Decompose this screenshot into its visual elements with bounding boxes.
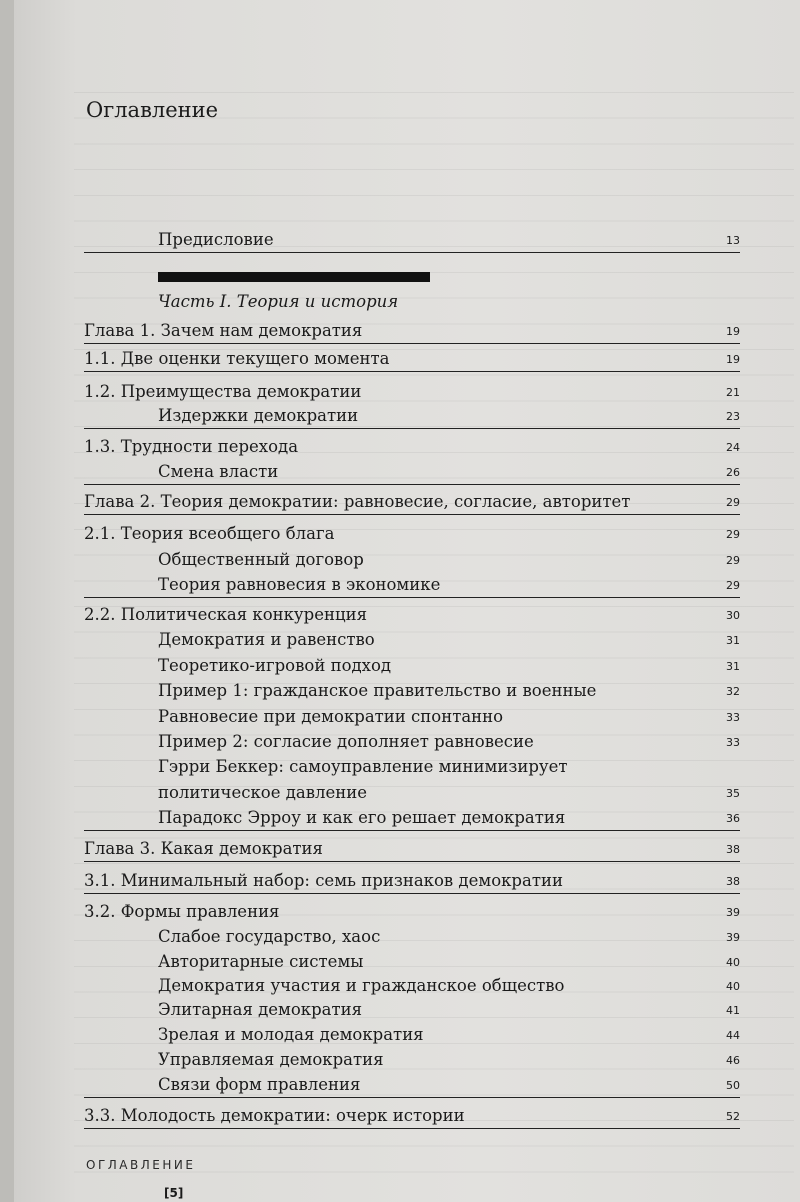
toc-entry-label: 2.2. Политическая конкуренция [84,605,367,624]
toc-subsection [84,923,740,949]
toc-subsection [84,703,740,729]
toc-entry-label: Глава 3. Какая демократия [84,839,323,858]
toc-subsection [84,1046,740,1072]
toc-page-number: 19 [726,353,740,366]
toc-entry-label: Демократия и равенство [158,630,375,649]
toc-entry-label: Глава 2. Теория демократии: равновесие, согласие, авторитет [84,492,631,511]
toc-entry-label: 2.1. Теория всеобщего блага [84,524,335,543]
toc-subsection [84,652,740,678]
toc-entry-label: Элитарная демократия [158,1000,363,1019]
toc-section [84,345,740,372]
part-divider-bar [158,272,430,282]
toc-page-number: 21 [726,386,740,399]
running-head: ОГЛАВЛЕНИЕ [86,1158,196,1172]
toc-page-number: 32 [726,685,740,698]
toc-subsection [84,571,740,598]
toc-page-number: 40 [726,956,740,969]
toc-section [84,520,740,546]
toc-entry-label: Глава 1. Зачем нам демократия [84,321,363,340]
page-title: Оглавление [86,98,219,122]
toc-subsection [84,728,740,754]
toc-entry-label: Зрелая и молодая демократия [158,1025,424,1044]
toc-subsection [84,626,740,652]
toc-page-number: 41 [726,1004,740,1017]
toc-page-number: 31 [726,660,740,673]
toc-entry-label: Смена власти [158,462,279,481]
toc-section [84,378,740,404]
toc-subsection [84,677,740,703]
toc-entry-label: Теоретико-игровой подход [158,656,392,675]
toc-entry-label: политическое давление [158,783,367,802]
toc-subsection [84,753,740,779]
toc-page-number: 33 [726,711,740,724]
toc-entry-label: 3.3. Молодость демократии: очерк истории [84,1106,465,1125]
toc-page-number: 29 [726,579,740,592]
toc-subsection [84,804,740,831]
toc-page-number: 29 [726,496,740,509]
toc-page-number: 39 [726,906,740,919]
toc-page-number: 33 [726,736,740,749]
toc-subsection [84,996,740,1022]
toc-page-number: 30 [726,609,740,622]
toc-entry-label: 3.2. Формы правления [84,902,280,921]
toc-page-number: 29 [726,528,740,541]
toc-page-number: 31 [726,634,740,647]
toc-entry-label: Управляемая демократия [158,1050,384,1069]
toc-entry-label: Демократия участия и гражданское общество [158,976,565,995]
toc-entry-label: 1.3. Трудности перехода [84,437,299,456]
toc-page-number: 44 [726,1029,740,1042]
toc-page-number: 13 [726,234,740,247]
toc-page-number: 50 [726,1079,740,1092]
toc-page-number: 36 [726,812,740,825]
toc-entry-label: Гэрри Беккер: самоуправление минимизирует [158,757,568,776]
toc-section [84,601,740,627]
book-page [14,0,800,1202]
toc-page-number: 52 [726,1110,740,1123]
toc-page-number: 38 [726,843,740,856]
toc-entry-label: Равновесие при демократии спонтанно [158,707,504,726]
toc-entry-label: 1.1. Две оценки текущего момента [84,349,390,368]
toc-entry-label: Авторитарные системы [158,952,364,971]
toc-section [84,898,740,924]
toc-page-number: 26 [726,466,740,479]
toc-page-number: 46 [726,1054,740,1067]
toc-subsection [84,1071,740,1098]
toc-subsection [84,948,740,974]
toc-section [84,1102,740,1129]
toc-page-number: 23 [726,410,740,423]
toc-subsection [84,402,740,429]
toc-section [84,867,740,894]
toc-chapter [84,488,740,515]
toc-subsection [84,458,740,485]
toc-entry-label: Пример 2: согласие дополняет равновесие [158,732,534,751]
toc-page-number: 38 [726,875,740,888]
toc-page-number: 29 [726,554,740,567]
toc-chapter [84,317,740,344]
toc-chapter [84,835,740,862]
toc-entry-label: Теория равновесия в экономике [158,575,441,594]
toc-entry-label: 1.2. Преимущества демократии [84,382,362,401]
toc-entry-preface [84,226,740,253]
toc-page-number: 35 [726,787,740,800]
toc-page-number: 19 [726,325,740,338]
folio-page-number: [5] [164,1186,184,1200]
toc-subsection [84,1021,740,1047]
toc-entry-label: Общественный договор [158,550,364,569]
toc-page-number: 39 [726,931,740,944]
toc-entry-label: Слабое государство, хаос [158,927,381,946]
toc-entry-label: Предисловие [158,230,274,249]
toc-entry-label: Связи форм правления [158,1075,361,1094]
toc-part-label: Часть I. Теория и история [158,292,399,311]
toc-page-number: 40 [726,980,740,993]
toc-entry-label: Издержки демократии [158,406,359,425]
toc-section [84,433,740,459]
toc-subsection [84,972,740,998]
toc-subsection [84,779,740,805]
toc-entry-label: Пример 1: гражданское правительство и военные [158,681,597,700]
toc-entry-label: Парадокс Эрроу и как его решает демократия [158,808,566,827]
toc-entry-label: 3.1. Минимальный набор: семь признаков демократии [84,871,563,890]
toc-page-number: 24 [726,441,740,454]
toc-subsection [84,546,740,572]
toc-part-heading [84,288,740,314]
